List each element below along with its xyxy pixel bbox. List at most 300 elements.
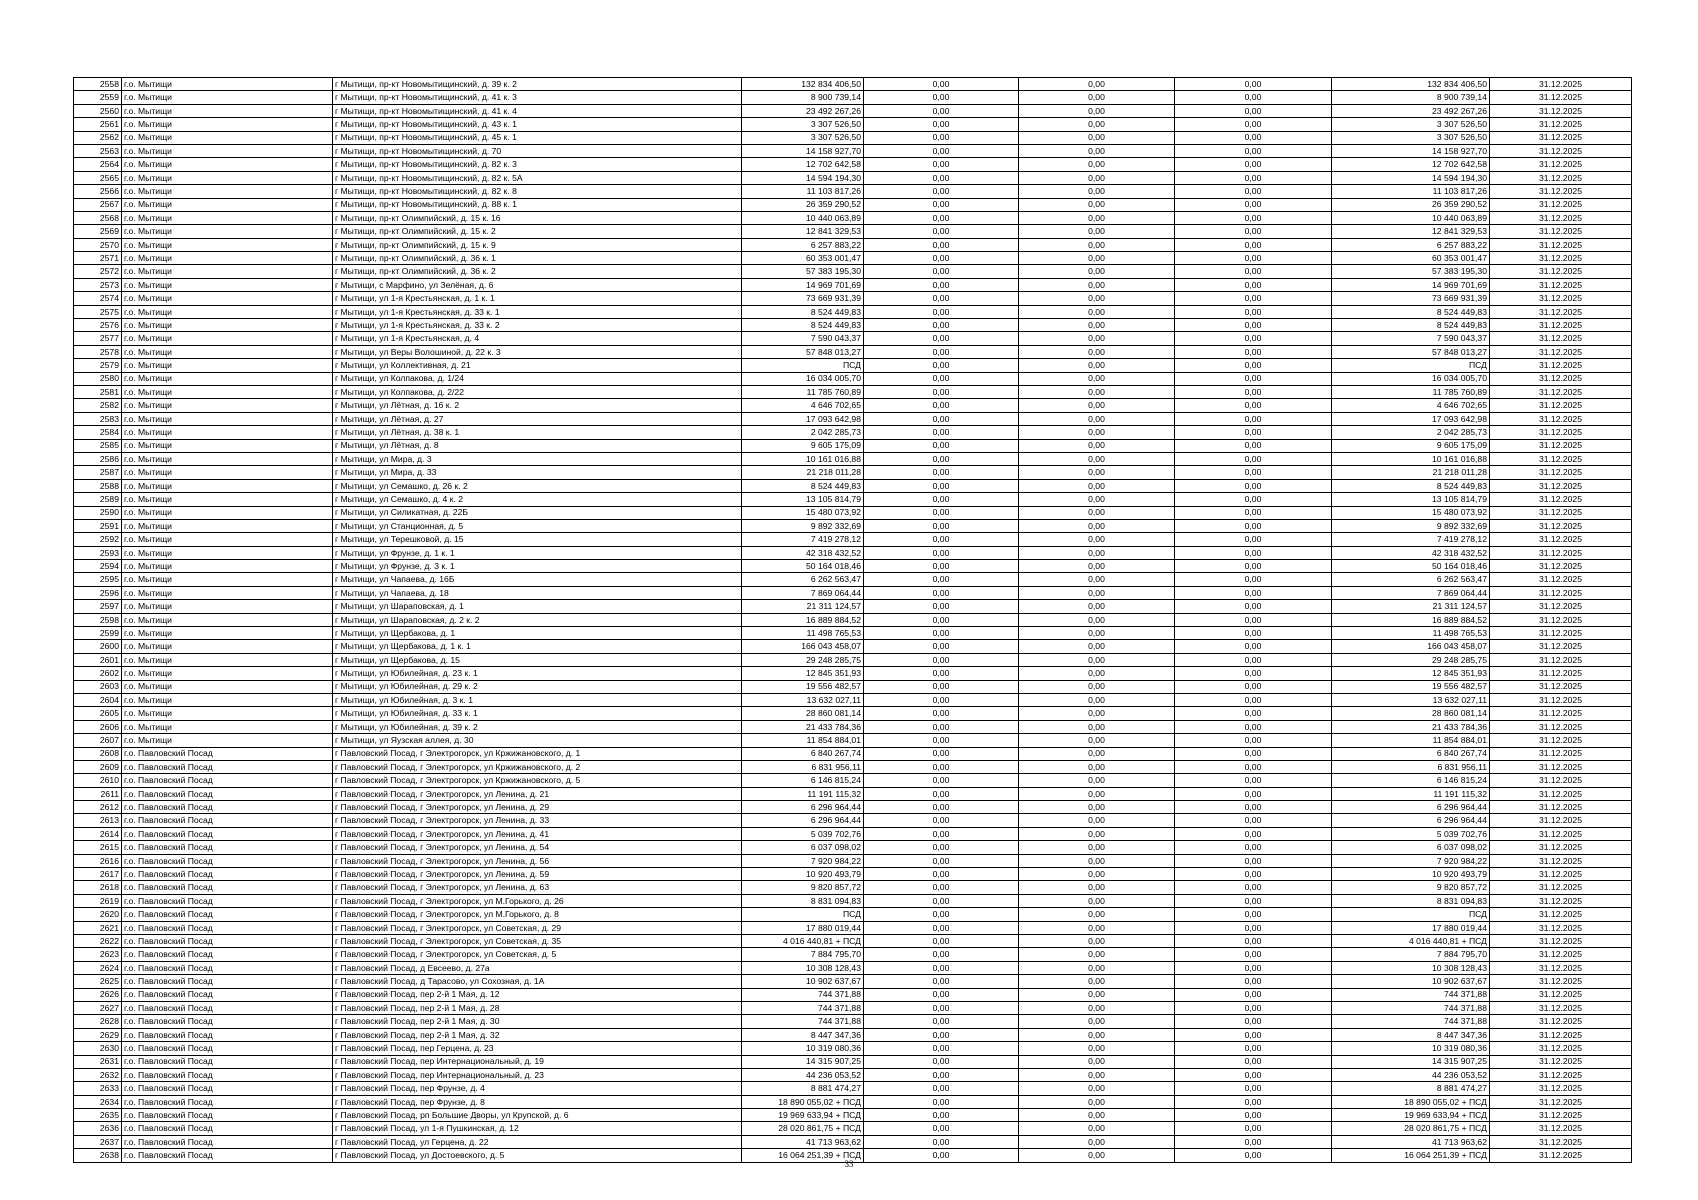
- municipality-cell: г.о. Павловский Посад: [122, 1068, 333, 1081]
- value-cell-1: 0,00: [864, 1001, 1019, 1014]
- row-number-cell: 2605: [74, 707, 122, 720]
- total-amount-cell: 11 854 884,01: [1332, 734, 1490, 747]
- total-amount-cell: 6 831 956,11: [1332, 760, 1490, 773]
- address-cell: г Павловский Посад, г Электрогорск, ул Ленина, д. 33: [333, 814, 742, 827]
- amount-cell: 744 371,88: [742, 1015, 864, 1028]
- value-cell-3: 0,00: [1175, 91, 1332, 104]
- row-number-cell: 2623: [74, 948, 122, 961]
- value-cell-3: 0,00: [1175, 841, 1332, 854]
- amount-cell: 14 594 194,30: [742, 171, 864, 184]
- row-number-cell: 2571: [74, 252, 122, 265]
- total-amount-cell: 10 319 080,36: [1332, 1042, 1490, 1055]
- municipality-cell: г.о. Павловский Посад: [122, 1082, 333, 1095]
- value-cell-2: 0,00: [1019, 868, 1175, 881]
- date-cell: 31.12.2025: [1490, 921, 1632, 934]
- value-cell-2: 0,00: [1019, 426, 1175, 439]
- value-cell-1: 0,00: [864, 158, 1019, 171]
- address-cell: г Павловский Посад, г Электрогорск, ул М.Горького, д. 26: [333, 894, 742, 907]
- value-cell-2: 0,00: [1019, 693, 1175, 706]
- date-cell: 31.12.2025: [1490, 627, 1632, 640]
- table-row: [74, 479, 1632, 492]
- value-cell-2: 0,00: [1019, 720, 1175, 733]
- value-cell-3: 0,00: [1175, 881, 1332, 894]
- total-amount-cell: 28 020 861,75 + ПСД: [1332, 1122, 1490, 1135]
- address-cell: г Мытищи, ул Терешковой, д. 15: [333, 533, 742, 546]
- row-number-cell: 2614: [74, 827, 122, 840]
- address-cell: г Мытищи, ул Станционная, д. 5: [333, 519, 742, 532]
- table-row: [74, 894, 1632, 907]
- total-amount-cell: 16 064 251,39 + ПСД: [1332, 1149, 1490, 1162]
- amount-cell: 132 834 406,50: [742, 78, 864, 91]
- municipality-cell: г.о. Мытищи: [122, 278, 333, 291]
- table-row: [74, 385, 1632, 398]
- value-cell-3: 0,00: [1175, 680, 1332, 693]
- value-cell-2: 0,00: [1019, 1135, 1175, 1148]
- date-cell: 31.12.2025: [1490, 1001, 1632, 1014]
- value-cell-1: 0,00: [864, 787, 1019, 800]
- value-cell-1: 0,00: [864, 667, 1019, 680]
- table-row: [74, 319, 1632, 332]
- total-amount-cell: 14 594 194,30: [1332, 171, 1490, 184]
- amount-cell: 11 498 765,53: [742, 627, 864, 640]
- data-table: [73, 77, 1632, 1163]
- total-amount-cell: 41 713 963,62: [1332, 1135, 1490, 1148]
- value-cell-2: 0,00: [1019, 653, 1175, 666]
- date-cell: 31.12.2025: [1490, 292, 1632, 305]
- value-cell-1: 0,00: [864, 533, 1019, 546]
- municipality-cell: г.о. Павловский Посад: [122, 1135, 333, 1148]
- row-number-cell: 2600: [74, 640, 122, 653]
- row-number-cell: 2619: [74, 894, 122, 907]
- row-number-cell: 2583: [74, 412, 122, 425]
- address-cell: г Мытищи, ул Лётная, д. 38 к. 1: [333, 426, 742, 439]
- value-cell-2: 0,00: [1019, 1001, 1175, 1014]
- value-cell-1: 0,00: [864, 265, 1019, 278]
- date-cell: 31.12.2025: [1490, 1068, 1632, 1081]
- date-cell: 31.12.2025: [1490, 359, 1632, 372]
- value-cell-1: 0,00: [864, 412, 1019, 425]
- row-number-cell: 2596: [74, 586, 122, 599]
- address-cell: г Мытищи, ул Фрунзе, д. 1 к. 1: [333, 546, 742, 559]
- address-cell: г Мытищи, ул Щербакова, д. 15: [333, 653, 742, 666]
- address-cell: г Мытищи, ул Лётная, д. 8: [333, 439, 742, 452]
- amount-cell: 2 042 285,73: [742, 426, 864, 439]
- amount-cell: 10 161 016,88: [742, 452, 864, 465]
- address-cell: г Мытищи, ул Чапаева, д. 16Б: [333, 573, 742, 586]
- row-number-cell: 2632: [74, 1068, 122, 1081]
- total-amount-cell: 9 605 175,09: [1332, 439, 1490, 452]
- value-cell-1: 0,00: [864, 1055, 1019, 1068]
- address-cell: г Мытищи, ул 1-я Крестьянская, д. 1 к. 1: [333, 292, 742, 305]
- table-row: [74, 533, 1632, 546]
- value-cell-2: 0,00: [1019, 198, 1175, 211]
- value-cell-1: 0,00: [864, 640, 1019, 653]
- total-amount-cell: 28 860 081,14: [1332, 707, 1490, 720]
- address-cell: г Мытищи, ул 1-я Крестьянская, д. 33 к. 1: [333, 305, 742, 318]
- total-amount-cell: 132 834 406,50: [1332, 78, 1490, 91]
- value-cell-3: 0,00: [1175, 667, 1332, 680]
- date-cell: 31.12.2025: [1490, 372, 1632, 385]
- address-cell: г Павловский Посад, рп Большие Дворы, ул Крупской, д. 6: [333, 1109, 742, 1122]
- table-row: [74, 627, 1632, 640]
- address-cell: г Павловский Посад, д Евсеево, д. 27а: [333, 961, 742, 974]
- table-row: [74, 988, 1632, 1001]
- value-cell-2: 0,00: [1019, 640, 1175, 653]
- value-cell-1: 0,00: [864, 921, 1019, 934]
- value-cell-2: 0,00: [1019, 707, 1175, 720]
- row-number-cell: 2637: [74, 1135, 122, 1148]
- total-amount-cell: 26 359 290,52: [1332, 198, 1490, 211]
- address-cell: г Павловский Посад, пер 2-й 1 Мая, д. 32: [333, 1028, 742, 1041]
- date-cell: 31.12.2025: [1490, 747, 1632, 760]
- total-amount-cell: 12 845 351,93: [1332, 667, 1490, 680]
- value-cell-2: 0,00: [1019, 278, 1175, 291]
- amount-cell: 166 043 458,07: [742, 640, 864, 653]
- row-number-cell: 2636: [74, 1122, 122, 1135]
- address-cell: г Павловский Посад, г Электрогорск, ул Ленина, д. 21: [333, 787, 742, 800]
- total-amount-cell: 14 315 907,25: [1332, 1055, 1490, 1068]
- date-cell: 31.12.2025: [1490, 801, 1632, 814]
- total-amount-cell: 6 146 815,24: [1332, 774, 1490, 787]
- table-row: [74, 613, 1632, 626]
- amount-cell: 16 064 251,39 + ПСД: [742, 1149, 864, 1162]
- value-cell-2: 0,00: [1019, 372, 1175, 385]
- value-cell-3: 0,00: [1175, 720, 1332, 733]
- value-cell-2: 0,00: [1019, 747, 1175, 760]
- value-cell-2: 0,00: [1019, 1122, 1175, 1135]
- row-number-cell: 2567: [74, 198, 122, 211]
- amount-cell: 10 920 493,79: [742, 868, 864, 881]
- total-amount-cell: 15 480 073,92: [1332, 506, 1490, 519]
- value-cell-3: 0,00: [1175, 399, 1332, 412]
- amount-cell: 8 881 474,27: [742, 1082, 864, 1095]
- total-amount-cell: 4 646 702,65: [1332, 399, 1490, 412]
- amount-cell: 10 308 128,43: [742, 961, 864, 974]
- total-amount-cell: 19 969 633,94 + ПСД: [1332, 1109, 1490, 1122]
- municipality-cell: г.о. Мытищи: [122, 265, 333, 278]
- value-cell-3: 0,00: [1175, 546, 1332, 559]
- table-row: [74, 399, 1632, 412]
- value-cell-3: 0,00: [1175, 854, 1332, 867]
- date-cell: 31.12.2025: [1490, 265, 1632, 278]
- row-number-cell: 2620: [74, 908, 122, 921]
- value-cell-3: 0,00: [1175, 600, 1332, 613]
- total-amount-cell: 10 308 128,43: [1332, 961, 1490, 974]
- value-cell-1: 0,00: [864, 734, 1019, 747]
- amount-cell: 50 164 018,46: [742, 560, 864, 573]
- value-cell-3: 0,00: [1175, 1082, 1332, 1095]
- municipality-cell: г.о. Мытищи: [122, 707, 333, 720]
- address-cell: г Павловский Посад, пер Герцена, д. 23: [333, 1042, 742, 1055]
- municipality-cell: г.о. Мытищи: [122, 332, 333, 345]
- row-number-cell: 2603: [74, 680, 122, 693]
- total-amount-cell: ПСД: [1332, 908, 1490, 921]
- amount-cell: 57 383 195,30: [742, 265, 864, 278]
- value-cell-2: 0,00: [1019, 1028, 1175, 1041]
- table-row: [74, 1109, 1632, 1122]
- value-cell-1: 0,00: [864, 1109, 1019, 1122]
- value-cell-3: 0,00: [1175, 345, 1332, 358]
- value-cell-1: 0,00: [864, 653, 1019, 666]
- table-row: [74, 774, 1632, 787]
- value-cell-2: 0,00: [1019, 613, 1175, 626]
- value-cell-3: 0,00: [1175, 1068, 1332, 1081]
- municipality-cell: г.о. Мытищи: [122, 292, 333, 305]
- municipality-cell: г.о. Мытищи: [122, 546, 333, 559]
- municipality-cell: г.о. Мытищи: [122, 519, 333, 532]
- date-cell: 31.12.2025: [1490, 144, 1632, 157]
- table-row: [74, 171, 1632, 184]
- address-cell: г Павловский Посад, ул 1-я Пушкинская, д. 12: [333, 1122, 742, 1135]
- value-cell-3: 0,00: [1175, 466, 1332, 479]
- value-cell-2: 0,00: [1019, 158, 1175, 171]
- date-cell: 31.12.2025: [1490, 278, 1632, 291]
- municipality-cell: г.о. Мытищи: [122, 171, 333, 184]
- value-cell-3: 0,00: [1175, 613, 1332, 626]
- date-cell: 31.12.2025: [1490, 1055, 1632, 1068]
- municipality-cell: г.о. Павловский Посад: [122, 975, 333, 988]
- municipality-cell: г.о. Павловский Посад: [122, 988, 333, 1001]
- row-number-cell: 2573: [74, 278, 122, 291]
- total-amount-cell: 23 492 267,26: [1332, 104, 1490, 117]
- address-cell: г Мытищи, ул Фрунзе, д. 3 к. 1: [333, 560, 742, 573]
- row-number-cell: 2572: [74, 265, 122, 278]
- address-cell: г Павловский Посад, г Электрогорск, ул Кржижановского, д. 5: [333, 774, 742, 787]
- value-cell-2: 0,00: [1019, 144, 1175, 157]
- date-cell: 31.12.2025: [1490, 667, 1632, 680]
- address-cell: г Павловский Посад, г Электрогорск, ул Ленина, д. 29: [333, 801, 742, 814]
- address-cell: г Мытищи, ул Щербакова, д. 1: [333, 627, 742, 640]
- address-cell: г Павловский Посад, г Электрогорск, ул М.Горького, д. 8: [333, 908, 742, 921]
- municipality-cell: г.о. Павловский Посад: [122, 1001, 333, 1014]
- page-number: 33: [844, 1159, 854, 1169]
- amount-cell: 744 371,88: [742, 1001, 864, 1014]
- total-amount-cell: 6 257 883,22: [1332, 238, 1490, 251]
- value-cell-1: 0,00: [864, 774, 1019, 787]
- amount-cell: 7 590 043,37: [742, 332, 864, 345]
- amount-cell: 5 039 702,76: [742, 827, 864, 840]
- municipality-cell: г.о. Павловский Посад: [122, 948, 333, 961]
- total-amount-cell: 7 869 064,44: [1332, 586, 1490, 599]
- date-cell: 31.12.2025: [1490, 493, 1632, 506]
- value-cell-1: 0,00: [864, 613, 1019, 626]
- total-amount-cell: 5 039 702,76: [1332, 827, 1490, 840]
- table-row: [74, 372, 1632, 385]
- date-cell: 31.12.2025: [1490, 131, 1632, 144]
- date-cell: 31.12.2025: [1490, 988, 1632, 1001]
- amount-cell: 16 034 005,70: [742, 372, 864, 385]
- municipality-cell: г.о. Мытищи: [122, 225, 333, 238]
- value-cell-2: 0,00: [1019, 131, 1175, 144]
- amount-cell: 57 848 013,27: [742, 345, 864, 358]
- value-cell-3: 0,00: [1175, 144, 1332, 157]
- value-cell-3: 0,00: [1175, 975, 1332, 988]
- total-amount-cell: 166 043 458,07: [1332, 640, 1490, 653]
- municipality-cell: г.о. Мытищи: [122, 479, 333, 492]
- date-cell: 31.12.2025: [1490, 734, 1632, 747]
- address-cell: г Мытищи, ул Яузская аллея, д. 30: [333, 734, 742, 747]
- value-cell-1: 0,00: [864, 278, 1019, 291]
- amount-cell: 10 440 063,89: [742, 211, 864, 224]
- address-cell: г Мытищи, пр-кт Олимпийский, д. 36 к. 1: [333, 252, 742, 265]
- total-amount-cell: 7 920 984,22: [1332, 854, 1490, 867]
- date-cell: 31.12.2025: [1490, 707, 1632, 720]
- date-cell: 31.12.2025: [1490, 693, 1632, 706]
- value-cell-3: 0,00: [1175, 908, 1332, 921]
- total-amount-cell: 21 311 124,57: [1332, 600, 1490, 613]
- amount-cell: 15 480 073,92: [742, 506, 864, 519]
- table-row: [74, 1082, 1632, 1095]
- amount-cell: 9 820 857,72: [742, 881, 864, 894]
- value-cell-1: 0,00: [864, 975, 1019, 988]
- row-number-cell: 2591: [74, 519, 122, 532]
- value-cell-3: 0,00: [1175, 1095, 1332, 1108]
- total-amount-cell: 8 881 474,27: [1332, 1082, 1490, 1095]
- total-amount-cell: 11 191 115,32: [1332, 787, 1490, 800]
- total-amount-cell: 744 371,88: [1332, 1001, 1490, 1014]
- value-cell-3: 0,00: [1175, 707, 1332, 720]
- row-number-cell: 2576: [74, 319, 122, 332]
- amount-cell: 6 037 098,02: [742, 841, 864, 854]
- row-number-cell: 2590: [74, 506, 122, 519]
- value-cell-3: 0,00: [1175, 774, 1332, 787]
- address-cell: г Мытищи, ул Юбилейная, д. 33 к. 1: [333, 707, 742, 720]
- table-row: [74, 466, 1632, 479]
- date-cell: 31.12.2025: [1490, 399, 1632, 412]
- value-cell-1: 0,00: [864, 908, 1019, 921]
- amount-cell: 42 318 432,52: [742, 546, 864, 559]
- address-cell: г Мытищи, с Марфино, ул Зелёная, д. 6: [333, 278, 742, 291]
- table-row: [74, 332, 1632, 345]
- value-cell-1: 0,00: [864, 693, 1019, 706]
- amount-cell: 26 359 290,52: [742, 198, 864, 211]
- amount-cell: 19 969 633,94 + ПСД: [742, 1109, 864, 1122]
- table-row: [74, 252, 1632, 265]
- value-cell-2: 0,00: [1019, 560, 1175, 573]
- amount-cell: 21 218 011,28: [742, 466, 864, 479]
- address-cell: г Мытищи, ул Щербакова, д. 1 к. 1: [333, 640, 742, 653]
- value-cell-2: 0,00: [1019, 787, 1175, 800]
- table-row: [74, 720, 1632, 733]
- date-cell: 31.12.2025: [1490, 814, 1632, 827]
- municipality-cell: г.о. Мытищи: [122, 653, 333, 666]
- value-cell-2: 0,00: [1019, 908, 1175, 921]
- date-cell: 31.12.2025: [1490, 908, 1632, 921]
- table-row: [74, 1055, 1632, 1068]
- municipality-cell: г.о. Мытищи: [122, 452, 333, 465]
- amount-cell: 14 315 907,25: [742, 1055, 864, 1068]
- municipality-cell: г.о. Мытищи: [122, 573, 333, 586]
- row-number-cell: 2608: [74, 747, 122, 760]
- value-cell-3: 0,00: [1175, 385, 1332, 398]
- value-cell-3: 0,00: [1175, 158, 1332, 171]
- value-cell-3: 0,00: [1175, 506, 1332, 519]
- value-cell-1: 0,00: [864, 399, 1019, 412]
- amount-cell: 6 831 956,11: [742, 760, 864, 773]
- municipality-cell: г.о. Мытищи: [122, 720, 333, 733]
- value-cell-1: 0,00: [864, 171, 1019, 184]
- municipality-cell: г.о. Мытищи: [122, 345, 333, 358]
- amount-cell: 17 880 019,44: [742, 921, 864, 934]
- value-cell-1: 0,00: [864, 1015, 1019, 1028]
- value-cell-1: 0,00: [864, 198, 1019, 211]
- total-amount-cell: 9 820 857,72: [1332, 881, 1490, 894]
- amount-cell: 13 632 027,11: [742, 693, 864, 706]
- date-cell: 31.12.2025: [1490, 118, 1632, 131]
- date-cell: 31.12.2025: [1490, 827, 1632, 840]
- amount-cell: 11 103 817,26: [742, 185, 864, 198]
- municipality-cell: г.о. Павловский Посад: [122, 1149, 333, 1162]
- value-cell-3: 0,00: [1175, 1055, 1332, 1068]
- row-number-cell: 2633: [74, 1082, 122, 1095]
- amount-cell: 12 702 642,58: [742, 158, 864, 171]
- municipality-cell: г.о. Мытищи: [122, 211, 333, 224]
- address-cell: г Мытищи, пр-кт Новомытищинский, д. 70: [333, 144, 742, 157]
- value-cell-3: 0,00: [1175, 305, 1332, 318]
- value-cell-1: 0,00: [864, 814, 1019, 827]
- table-row: [74, 1122, 1632, 1135]
- total-amount-cell: 8 524 449,83: [1332, 305, 1490, 318]
- value-cell-1: 0,00: [864, 211, 1019, 224]
- row-number-cell: 2607: [74, 734, 122, 747]
- municipality-cell: г.о. Павловский Посад: [122, 921, 333, 934]
- value-cell-3: 0,00: [1175, 560, 1332, 573]
- row-number-cell: 2566: [74, 185, 122, 198]
- value-cell-3: 0,00: [1175, 211, 1332, 224]
- municipality-cell: г.о. Павловский Посад: [122, 908, 333, 921]
- date-cell: 31.12.2025: [1490, 1109, 1632, 1122]
- amount-cell: 29 248 285,75: [742, 653, 864, 666]
- value-cell-1: 0,00: [864, 1082, 1019, 1095]
- total-amount-cell: 57 383 195,30: [1332, 265, 1490, 278]
- total-amount-cell: 744 371,88: [1332, 988, 1490, 1001]
- row-number-cell: 2558: [74, 78, 122, 91]
- row-number-cell: 2580: [74, 372, 122, 385]
- date-cell: 31.12.2025: [1490, 868, 1632, 881]
- date-cell: 31.12.2025: [1490, 238, 1632, 251]
- value-cell-3: 0,00: [1175, 868, 1332, 881]
- value-cell-3: 0,00: [1175, 118, 1332, 131]
- amount-cell: 6 262 563,47: [742, 573, 864, 586]
- total-amount-cell: 7 884 795,70: [1332, 948, 1490, 961]
- value-cell-1: 0,00: [864, 319, 1019, 332]
- amount-cell: 6 296 964,44: [742, 814, 864, 827]
- value-cell-2: 0,00: [1019, 466, 1175, 479]
- row-number-cell: 2622: [74, 935, 122, 948]
- value-cell-2: 0,00: [1019, 1095, 1175, 1108]
- total-amount-cell: 57 848 013,27: [1332, 345, 1490, 358]
- value-cell-2: 0,00: [1019, 894, 1175, 907]
- date-cell: 31.12.2025: [1490, 546, 1632, 559]
- table-row: [74, 439, 1632, 452]
- value-cell-1: 0,00: [864, 426, 1019, 439]
- amount-cell: 4 646 702,65: [742, 399, 864, 412]
- table-row: [74, 225, 1632, 238]
- value-cell-1: 0,00: [864, 252, 1019, 265]
- date-cell: 31.12.2025: [1490, 854, 1632, 867]
- value-cell-3: 0,00: [1175, 1109, 1332, 1122]
- row-number-cell: 2602: [74, 667, 122, 680]
- municipality-cell: г.о. Мытищи: [122, 158, 333, 171]
- row-number-cell: 2597: [74, 600, 122, 613]
- value-cell-3: 0,00: [1175, 1042, 1332, 1055]
- date-cell: 31.12.2025: [1490, 385, 1632, 398]
- table-row: [74, 600, 1632, 613]
- value-cell-2: 0,00: [1019, 1082, 1175, 1095]
- value-cell-2: 0,00: [1019, 506, 1175, 519]
- address-cell: г Павловский Посад, д Тарасово, ул Сохозная, д. 1А: [333, 975, 742, 988]
- table-row: [74, 198, 1632, 211]
